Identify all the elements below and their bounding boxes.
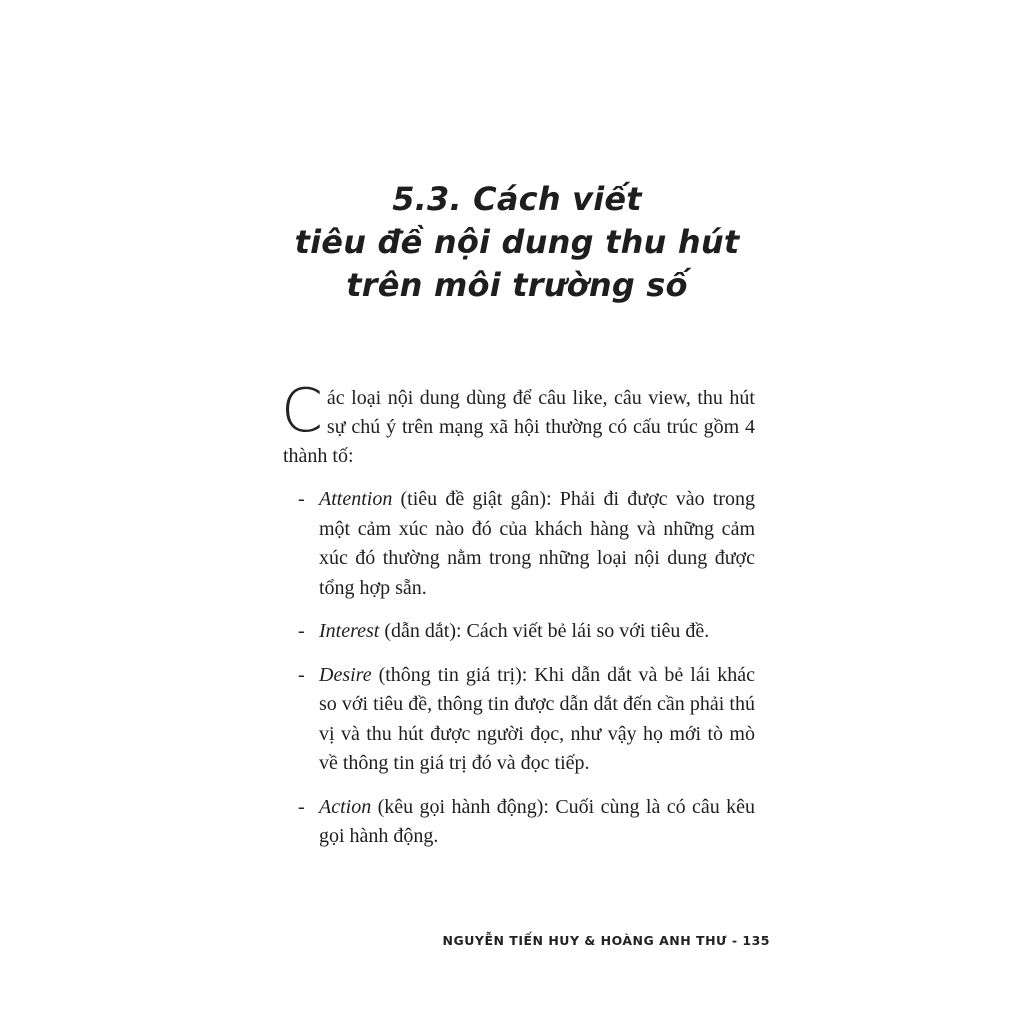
list-term: Desire — [319, 663, 372, 686]
list-term: Attention — [319, 488, 393, 510]
drop-cap: C — [281, 376, 323, 446]
list-text: (thông tin giá trị): Khi dẫn dắt và bẻ lái khác so với tiêu đề, thông tin được dẫn dắt đến cần phải thú vị và thu hút được người đọc, như vậy họ mới tò mò về thông tin giá trị đó và đọc tiếp. — [319, 663, 755, 774]
list-dash: - — [298, 795, 305, 818]
list-text: (tiêu đề giật gân): Phải đi được vào trong một cảm xúc nào đó của khách hàng và những cảm xúc đó thường nằm trong những loại nội dung được tổng hợp sẵn. — [319, 488, 755, 599]
section-heading-line-1: 5.3. Cách viết — [392, 180, 642, 218]
list-item-desire — [298, 661, 755, 779]
list-dash: - — [298, 620, 305, 642]
page-footer — [440, 933, 770, 948]
list-text: (dẫn dắt): Cách viết bẻ lái so với tiêu đề. — [379, 620, 710, 642]
footer-authors: NGUYỄN TIẾN HUY & HOÀNG ANH THƯ — [442, 933, 727, 948]
list-item-interest — [298, 617, 755, 647]
intro-text: ác loại nội dung dùng để câu like, câu view, thu hút sự chú ý trên mạng xã hội thường có cấu trúc gồm 4 thành tố: — [283, 387, 755, 467]
list-term: Action — [319, 795, 372, 818]
section-heading-line-2: tiêu đề nội dung thu hút — [294, 223, 740, 261]
list-dash: - — [298, 663, 305, 686]
page-number: 135 — [742, 933, 770, 948]
element-list — [298, 485, 755, 866]
footer-separator: - — [731, 933, 738, 948]
list-item-attention — [298, 485, 755, 603]
section-heading — [200, 178, 834, 307]
section-heading-line-3: trên môi trường số — [346, 266, 688, 304]
list-dash: - — [298, 488, 305, 510]
list-term: Interest — [319, 620, 380, 642]
list-item-action — [298, 793, 755, 852]
list-text: (kêu gọi hành động): Cuối cùng là có câu kêu gọi hành động. — [319, 795, 755, 847]
intro-paragraph — [281, 376, 755, 471]
